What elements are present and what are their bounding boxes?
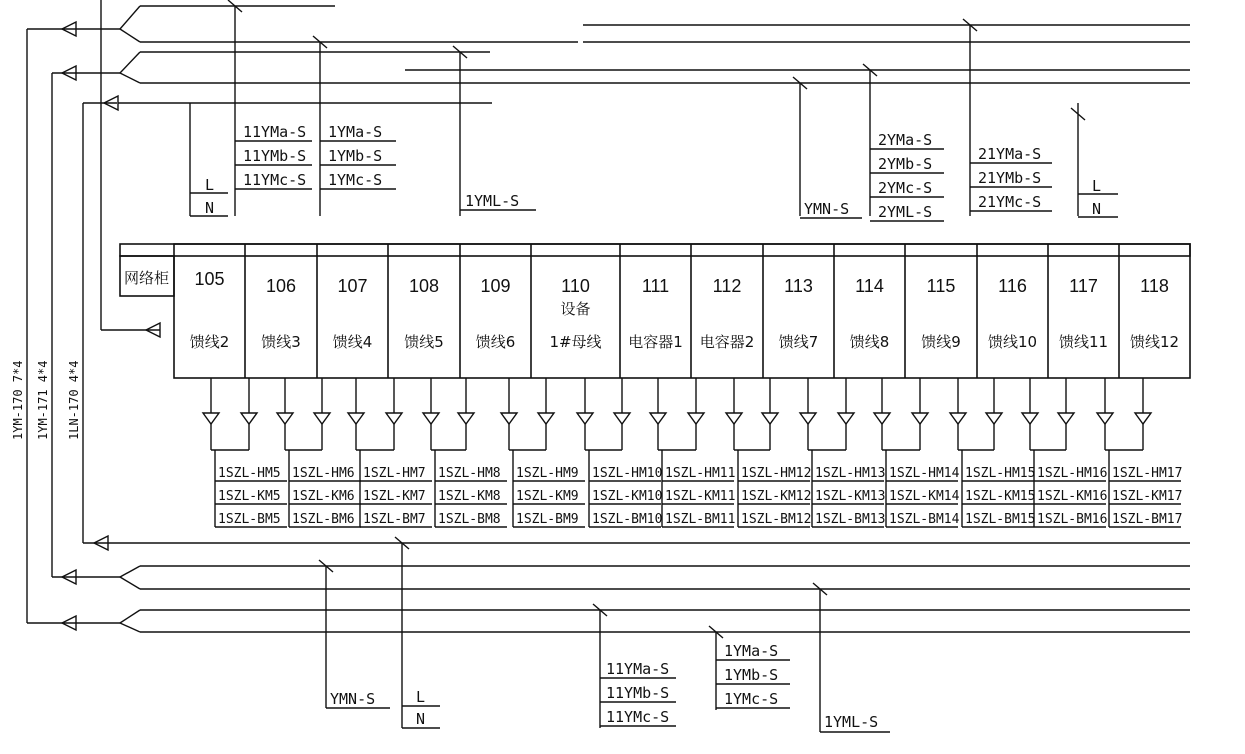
vertical-cable-labels xyxy=(11,361,81,440)
transformer-arrow-icon xyxy=(1135,413,1151,424)
label-ymn-bottom: YMN-S xyxy=(330,690,376,708)
feeder-label: 1SZL-HM10 xyxy=(592,466,663,481)
column-number: 117 xyxy=(1069,276,1098,296)
label-1yml-top: 1YML-S xyxy=(465,192,520,210)
column-name: 馈线2 xyxy=(189,333,230,351)
column-number: 116 xyxy=(998,276,1027,296)
label-1ymb-top: 1YMb-S xyxy=(328,147,383,165)
cable-label-1ym-171: 1YM-171 4*4 xyxy=(36,360,50,440)
feeder-label: 1SZL-BM10 xyxy=(592,512,663,527)
top-ln-left xyxy=(190,176,228,217)
label-11ymc-bottom: 11YMc-S xyxy=(606,708,670,726)
feeder-label: 1SZL-BM13 xyxy=(815,512,886,527)
feeder-label: 1SZL-BM7 xyxy=(363,512,426,527)
transformer-arrow-icon xyxy=(912,413,928,424)
bottom-bus-lines xyxy=(76,543,1190,632)
feeder-label: 1SZL-BM8 xyxy=(438,512,501,527)
top-drops xyxy=(190,0,1085,216)
label-1ymb-bottom: 1YMb-S xyxy=(724,666,779,684)
top-group-2ym xyxy=(870,131,944,221)
column-name: 电容器1 xyxy=(628,333,683,351)
feeder-label: 1SZL-BM14 xyxy=(889,512,960,527)
column-number: 112 xyxy=(712,276,742,296)
column-name: 馈线10 xyxy=(987,333,1038,351)
feeder-label: 1SZL-BM12 xyxy=(741,512,812,527)
top-ymn xyxy=(800,200,862,218)
feeder-label: 1SZL-HM16 xyxy=(1037,466,1108,481)
column-number: 113 xyxy=(784,276,813,296)
transformer-arrow-icon xyxy=(650,413,666,424)
label-11ymb-bottom: 11YMb-S xyxy=(606,684,670,702)
column-number: 111 xyxy=(641,276,670,296)
cabinet-columns xyxy=(190,244,1179,378)
left-bus-lines xyxy=(27,0,160,623)
column-number: 106 xyxy=(265,276,297,296)
column-name: 馈线3 xyxy=(261,333,301,351)
feeder-label: 1SZL-BM6 xyxy=(292,512,355,527)
feeder-label: 1SZL-HM12 xyxy=(741,466,812,481)
feeder-connectors xyxy=(203,378,1182,527)
column-number: 107 xyxy=(337,276,368,296)
label-2ymc-top: 2YMc-S xyxy=(878,179,933,197)
label-21ymb-top: 21YMb-S xyxy=(978,169,1042,187)
label-1ymc-top: 1YMc-S xyxy=(328,171,383,189)
label-1yma-top: 1YMa-S xyxy=(328,123,383,141)
transformer-arrow-icon xyxy=(762,413,778,424)
column-name: 馈线5 xyxy=(404,333,444,351)
label-11ymc-top: 11YMc-S xyxy=(243,171,307,189)
feeder-label: 1SZL-HM5 xyxy=(218,466,281,481)
feeder-label: 1SZL-HM14 xyxy=(889,466,960,481)
feeder-label: 1SZL-KM12 xyxy=(741,489,812,504)
feeder-label: 1SZL-KM8 xyxy=(438,489,501,504)
column-number: 109 xyxy=(480,276,511,296)
transformer-arrow-icon xyxy=(423,413,439,424)
feeder-label: 1SZL-KM11 xyxy=(665,489,736,504)
label-21yma-top: 21YMa-S xyxy=(978,145,1042,163)
cable-label-1ln-170: 1LN-170 4*4 xyxy=(67,360,81,440)
column-name: 馈线8 xyxy=(849,333,890,351)
feeder-label: 1SZL-KM9 xyxy=(516,489,579,504)
lower-ln xyxy=(402,688,440,728)
feeder-label: 1SZL-HM7 xyxy=(363,466,426,481)
transformer-arrow-icon xyxy=(950,413,966,424)
transformer-arrow-icon xyxy=(348,413,364,424)
feeder-label: 1SZL-HM15 xyxy=(965,466,1036,481)
label-l-top-right: L xyxy=(1092,177,1102,195)
label-11yma-top: 11YMa-S xyxy=(243,123,307,141)
feeder-label: 1SZL-BM9 xyxy=(516,512,579,527)
label-21ymc-top: 21YMc-S xyxy=(978,193,1042,211)
lower-group-11ym xyxy=(600,660,676,726)
top-ln-right xyxy=(1078,177,1118,218)
lower-yml xyxy=(820,713,890,732)
transformer-arrow-icon xyxy=(203,413,219,424)
column-name: 馈线6 xyxy=(475,333,516,351)
feeder-label: 1SZL-BM5 xyxy=(218,512,281,527)
feeder-label: 1SZL-HM17 xyxy=(1112,466,1183,481)
feeder-label: 1SZL-KM10 xyxy=(592,489,663,504)
transformer-arrow-icon xyxy=(577,413,593,424)
label-2ymb-top: 2YMb-S xyxy=(878,155,933,173)
label-l-top-left: L xyxy=(205,176,215,194)
transformer-arrow-icon xyxy=(838,413,854,424)
transformer-arrow-icon xyxy=(726,413,742,424)
label-n-top-right: N xyxy=(1092,200,1102,218)
transformer-arrow-icon xyxy=(538,413,554,424)
transformer-arrow-icon xyxy=(800,413,816,424)
feeder-label: 1SZL-BM17 xyxy=(1112,512,1183,527)
network-cabinet-label: 网络柜 xyxy=(124,269,170,287)
feeder-label: 1SZL-KM15 xyxy=(965,489,1036,504)
feeder-label: 1SZL-HM11 xyxy=(665,466,736,481)
label-1yml-bottom: 1YML-S xyxy=(824,713,879,731)
cabinet-table xyxy=(120,244,1190,378)
transformer-arrow-icon xyxy=(874,413,890,424)
feeder-label: 1SZL-HM9 xyxy=(516,466,579,481)
transformer-arrow-icon xyxy=(688,413,704,424)
label-11yma-bottom: 11YMa-S xyxy=(606,660,670,678)
column-subtitle: 设备 xyxy=(560,300,591,318)
column-name: 馈线11 xyxy=(1058,333,1109,351)
transformer-arrow-icon xyxy=(501,413,517,424)
label-1yma-bottom: 1YMa-S xyxy=(724,642,779,660)
transformer-arrow-icon xyxy=(1097,413,1113,424)
label-l-bottom: L xyxy=(416,688,426,706)
top-group-1ym xyxy=(320,123,396,189)
column-name: 馈线12 xyxy=(1129,333,1180,351)
label-2yma-top: 2YMa-S xyxy=(878,131,933,149)
transformer-arrow-icon xyxy=(241,413,257,424)
feeder-label: 1SZL-KM5 xyxy=(218,489,281,504)
transformer-arrow-icon xyxy=(614,413,630,424)
label-1ymc-bottom: 1YMc-S xyxy=(724,690,779,708)
top-group-21ym xyxy=(970,145,1052,211)
cable-label-1ym-170: 1YM-170 7*4 xyxy=(11,360,25,440)
feeder-label: 1SZL-HM6 xyxy=(292,466,355,481)
feeder-label: 1SZL-KM14 xyxy=(889,489,960,504)
label-n-top-left: N xyxy=(205,199,215,217)
feeder-label: 1SZL-HM8 xyxy=(438,466,501,481)
column-name: 电容器2 xyxy=(699,333,755,351)
label-ymn-top: YMN-S xyxy=(804,200,850,218)
column-number: 115 xyxy=(926,276,956,296)
feeder-label: 1SZL-BM16 xyxy=(1037,512,1108,527)
column-name: 馈线4 xyxy=(332,333,373,351)
transformer-arrow-icon xyxy=(1058,413,1074,424)
label-11ymb-top: 11YMb-S xyxy=(243,147,307,165)
feeder-label: 1SZL-KM6 xyxy=(292,489,355,504)
column-name: 1#母线 xyxy=(549,333,602,351)
transformer-arrow-icon xyxy=(314,413,330,424)
column-number: 108 xyxy=(408,276,440,296)
top-fan-lines xyxy=(76,6,1190,103)
lower-group-1ym xyxy=(716,642,790,708)
label-2yml-top: 2YML-S xyxy=(878,203,933,221)
feeder-label: 1SZL-BM11 xyxy=(665,512,736,527)
column-name: 馈线7 xyxy=(778,333,819,351)
column-number: 110 xyxy=(561,276,590,296)
feeder-label: 1SZL-KM13 xyxy=(815,489,886,504)
transformer-arrow-icon xyxy=(1022,413,1038,424)
left-arrows xyxy=(62,22,160,630)
feeder-label: 1SZL-KM16 xyxy=(1037,489,1108,504)
feeder-label: 1SZL-HM13 xyxy=(815,466,886,481)
feeder-label: 1SZL-KM7 xyxy=(363,489,426,504)
top-yml-left xyxy=(460,192,536,210)
column-number: 118 xyxy=(1140,276,1169,296)
feeder-label: 1SZL-KM17 xyxy=(1112,489,1183,504)
lower-ymn xyxy=(326,690,390,708)
feeder-label: 1SZL-BM15 xyxy=(965,512,1036,527)
top-group-11ym xyxy=(235,123,312,189)
transformer-arrow-icon xyxy=(986,413,1002,424)
column-number: 105 xyxy=(194,269,225,289)
column-number: 114 xyxy=(855,276,884,296)
column-name: 馈线9 xyxy=(921,333,961,351)
transformer-arrow-icon xyxy=(458,413,474,424)
transformer-arrow-icon xyxy=(277,413,293,424)
label-n-bottom: N xyxy=(416,710,426,728)
transformer-arrow-icon xyxy=(386,413,402,424)
